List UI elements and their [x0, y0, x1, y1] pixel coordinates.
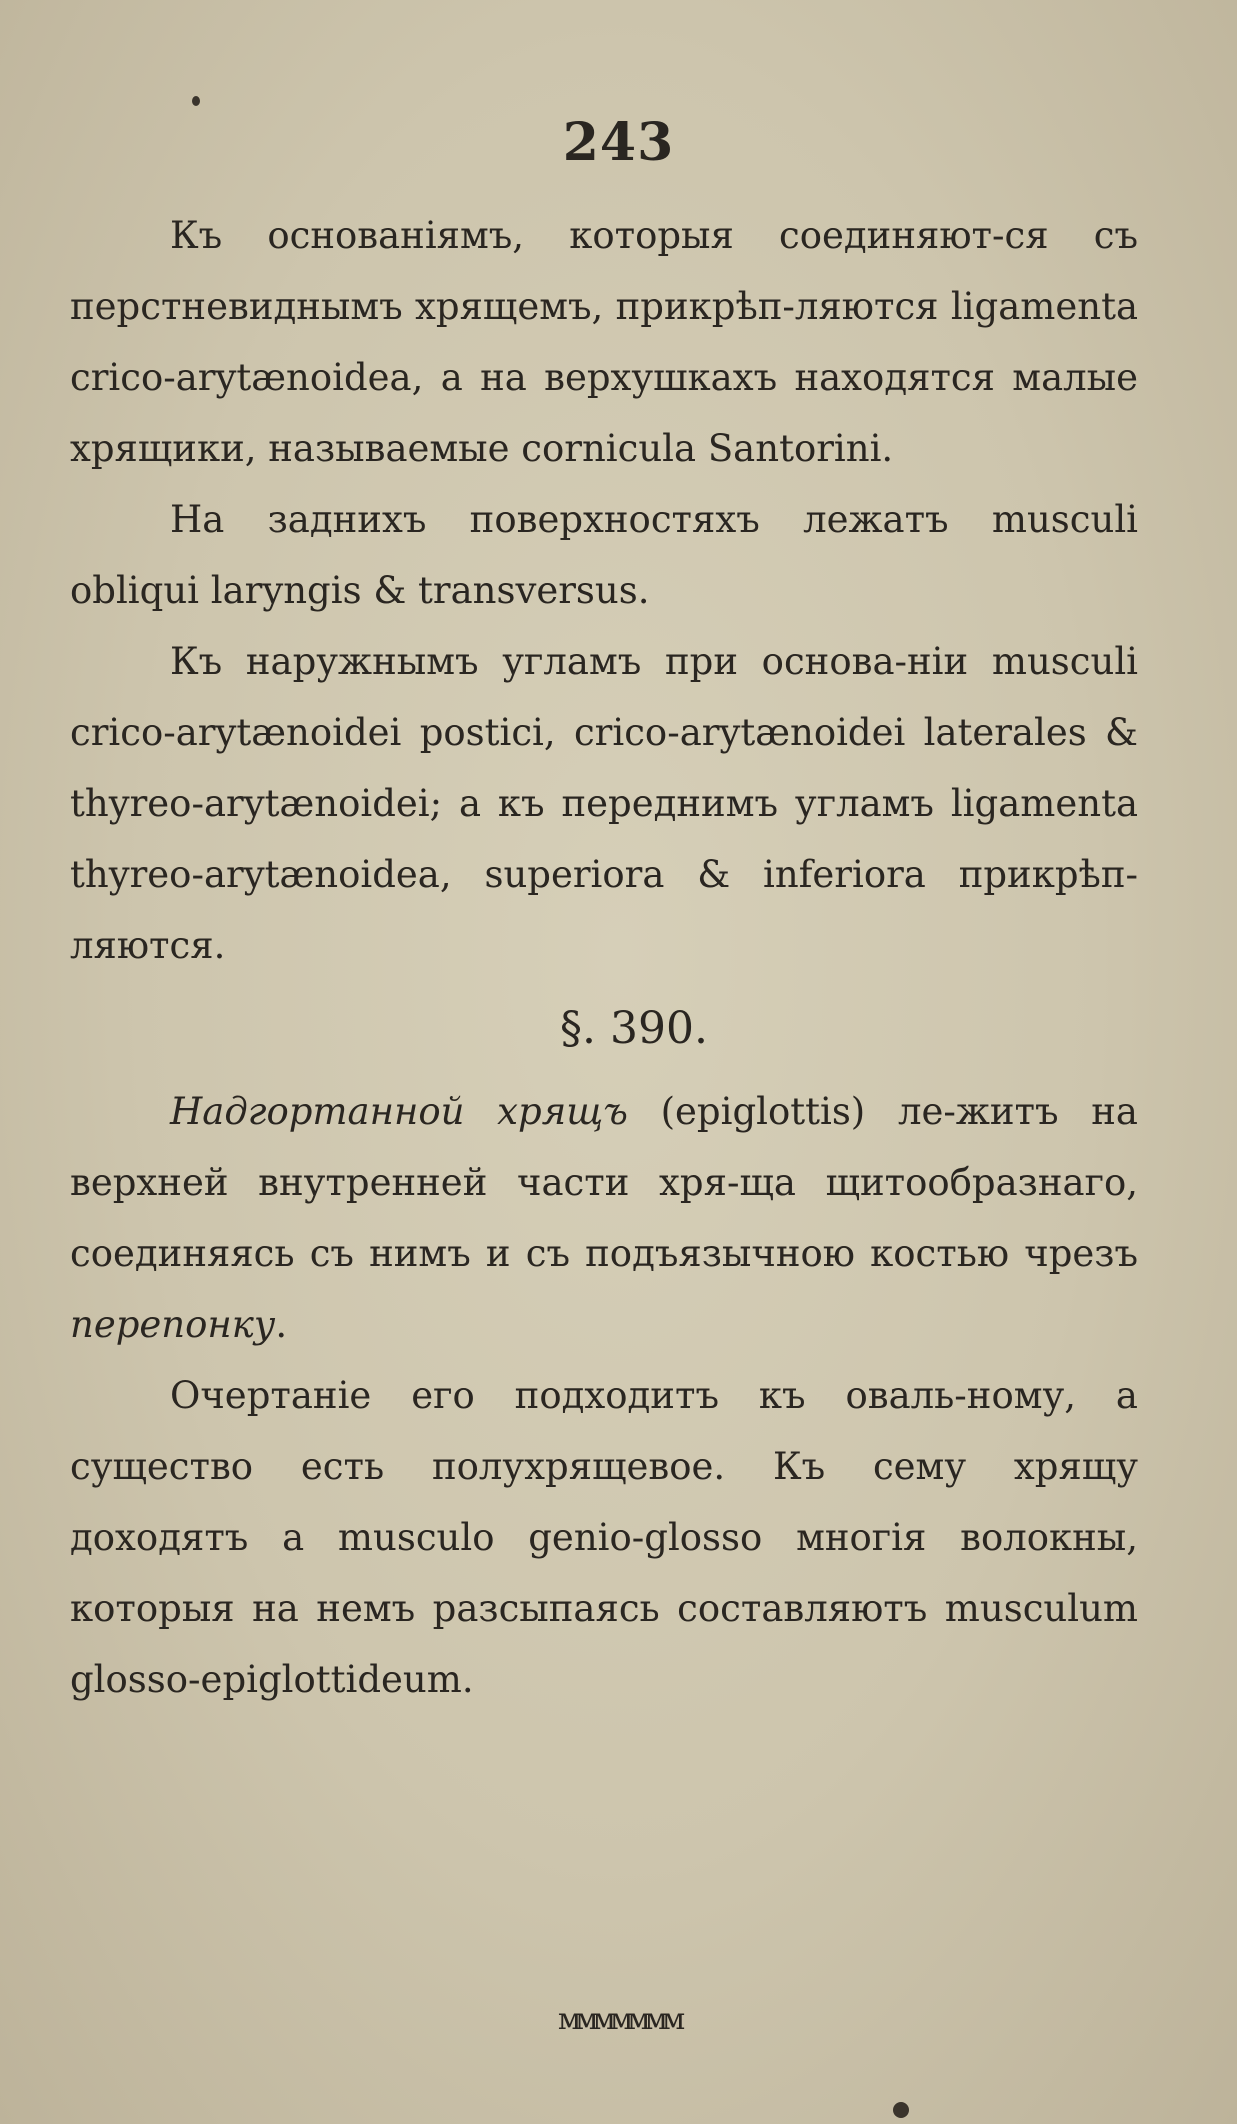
paragraph-5: Очертаніе его подходитъ къ оваль-ному, а существо есть полухрящевое. Къ сему хрящу доходятъ а musculo genio-glosso многія волокны, которыя на немъ разсыпаясь составляютъ musculum glosso-epiglottideum. — [70, 1374, 1138, 1701]
body-text — [70, 200, 1138, 1715]
page-number: 243 — [562, 112, 675, 173]
ink-speck — [893, 2102, 909, 2118]
paragraph-4-text: (epiglottis) ле-житъ на верхней внутренней части хря-ща щитообразнаго, соединяясь съ нимъ и съ подъязычною костью чрезъ — [70, 1090, 1138, 1275]
ornament-rule: ммммммм — [557, 2002, 680, 2037]
term-epiglottis: Надгортанной хрящъ — [170, 1090, 628, 1133]
paragraph-3: Къ наружнымъ угламъ при основа-ніи musculi crico-arytænoidei postici, crico-arytænoidei laterales & thyreo-arytænoidei; а къ переднимъ угламъ ligamenta thyreo-arytænoidea, superiora & inferiora прикрѣп-ляются. — [70, 640, 1138, 967]
term-membrane: перепонку — [70, 1303, 276, 1346]
paragraph-4-end: . — [275, 1303, 288, 1346]
section-heading: §. 390. — [560, 1003, 708, 1054]
ink-speck — [192, 96, 200, 106]
paragraph-2: На заднихъ поверхностяхъ лежатъ musculi obliqui laryngis & transversus. — [70, 498, 1138, 612]
paragraph-1: Къ основаніямъ, которыя соединяют-ся съ перстневиднымъ хрящемъ, прикрѣп-ляются ligamenta crico-arytænoidea, а на верхушкахъ находятся малые хрящики, называемые cornicula Santorini. — [70, 214, 1138, 470]
paragraph-4 — [70, 1076, 1138, 1360]
